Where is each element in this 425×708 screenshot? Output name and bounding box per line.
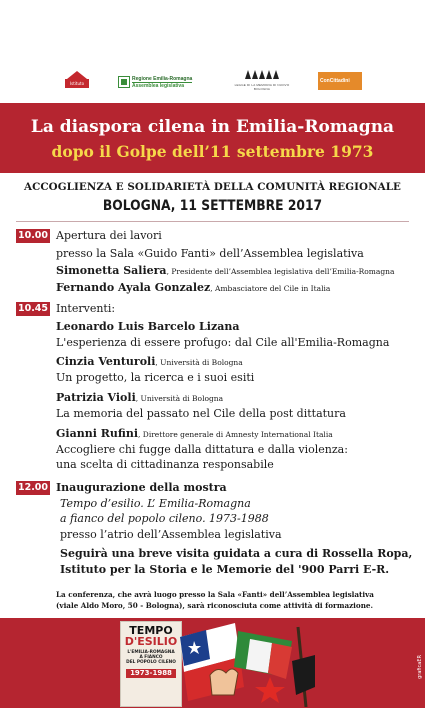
title-band <box>0 103 425 173</box>
speaker-affiliation: , Università di Bologna <box>135 394 224 403</box>
dark-flag <box>292 655 315 695</box>
divider <box>16 221 409 222</box>
session-place: presso la Sala «Guido Fanti» dell’Assemblea legislativa <box>56 247 364 260</box>
fist-icon <box>210 669 238 695</box>
poster-years: 1973-1988 <box>126 669 176 678</box>
time-badge-1200: 12.00 <box>17 482 49 493</box>
page-title: La diaspora cilena in Emilia-Romagna <box>30 117 395 137</box>
speaker-affiliation: , Direttore generale di Amnesty International Italia <box>138 430 333 439</box>
talk-title: Un progetto, la ricerca e i suoi esiti <box>56 371 255 384</box>
speaker-name: Fernando Ayala Gonzalez <box>56 281 211 294</box>
event-date: BOLOGNA, 11 SETTEMBRE 2017 <box>102 198 323 214</box>
session-heading: Apertura dei lavori <box>56 229 162 242</box>
session-heading: Inaugurazione della mostra <box>56 481 227 494</box>
talk-title: Accogliere chi fugge dalla dittatura e dalla violenza: <box>56 443 348 456</box>
speaker-name: Simonetta Saliera <box>56 264 167 277</box>
poster-title: TEMPO <box>129 624 173 637</box>
regione-mark-icon <box>118 76 130 88</box>
talk-title: L'esperienza di essere profugo: dal Cile all'Emilia-Romagna <box>56 336 390 349</box>
talk-title: una scelta di cittadinanza responsabile <box>56 458 274 471</box>
page-title-subline: dopo il Golpe dell’11 settembre 1973 <box>51 142 374 161</box>
guided-visit: Istituto per la Storia e le Memorie del '900 Parri E-R. <box>60 563 390 576</box>
exhibition-poster <box>120 617 315 707</box>
istituto-logo: Istituto <box>64 71 90 93</box>
speaker-line <box>56 281 330 294</box>
training-note: (viale Aldo Moro, 50 - Bologna), sarà riconosciuta come attività di formazione. <box>56 601 374 610</box>
regione-assemblea-logo: Regione Emilia-Romagna Assemblea legislativa <box>118 73 194 91</box>
italy-flag-white <box>246 639 272 673</box>
speaker-name: Leonardo Luis Barcelo Lizana <box>56 320 240 333</box>
event-subtitle: ACCOGLIENZA E SOLIDARIETÀ DELLA COMUNITÀ REGIONALE <box>23 181 401 193</box>
poster-title: D'ESILIO <box>124 635 178 648</box>
speaker-name: Cinzia Venturoli <box>56 355 156 368</box>
red-star-icon <box>255 677 285 703</box>
exhibit-title: a fianco del popolo cileno. 1973-1988 <box>60 512 269 525</box>
talk-title: La memoria del passato nel Cile della post dittatura <box>56 407 346 420</box>
italy-flag-red <box>268 643 292 679</box>
time-badge-1000: 10.00 <box>17 230 49 241</box>
speaker-name: Patrizia Violi <box>56 391 136 404</box>
speaker-line <box>56 391 223 404</box>
speaker-role: , Presidente dell’Assemblea legislativa dell’Emilia-Romagna <box>166 267 395 276</box>
speaker-line <box>56 427 333 440</box>
training-note: La conferenza, che avrà luogo presso la Sala «Fanti» dell’Assemblea legislativa <box>56 590 374 599</box>
memoria-logo: LEGGE DI LA MEMORIA DI NUOVO BOLOGNA <box>232 70 292 92</box>
speaker-affiliation: , Università di Bologna <box>155 358 243 367</box>
poster-artwork <box>180 617 315 707</box>
speaker-line <box>56 355 243 368</box>
speaker-name: Gianni Rufini <box>56 427 139 440</box>
poster-subtitle: L'EMILIA-ROMAGNA A FIANCO DEL POPOLO CILENO <box>126 650 176 666</box>
design-credit: graficaER <box>417 655 423 679</box>
time-badge-1045: 10.45 <box>17 303 49 314</box>
concittadini-logo: ConCittadini <box>318 72 362 90</box>
partner-logos <box>0 60 425 100</box>
guided-visit: Seguirà una breve visita guidata a cura di Rossella Ropa, <box>60 547 413 560</box>
speaker-role: , Ambasciatore del Cile in Italia <box>210 284 331 293</box>
exhibit-place: presso l’atrio dell’Assemblea legislativa <box>60 528 282 541</box>
session-heading: Interventi: <box>56 302 116 315</box>
poster-title-box <box>120 621 182 707</box>
exhibit-title: Tempo d’esilio. L’ Emilia-Romagna <box>60 497 251 510</box>
speaker-line <box>56 264 394 277</box>
